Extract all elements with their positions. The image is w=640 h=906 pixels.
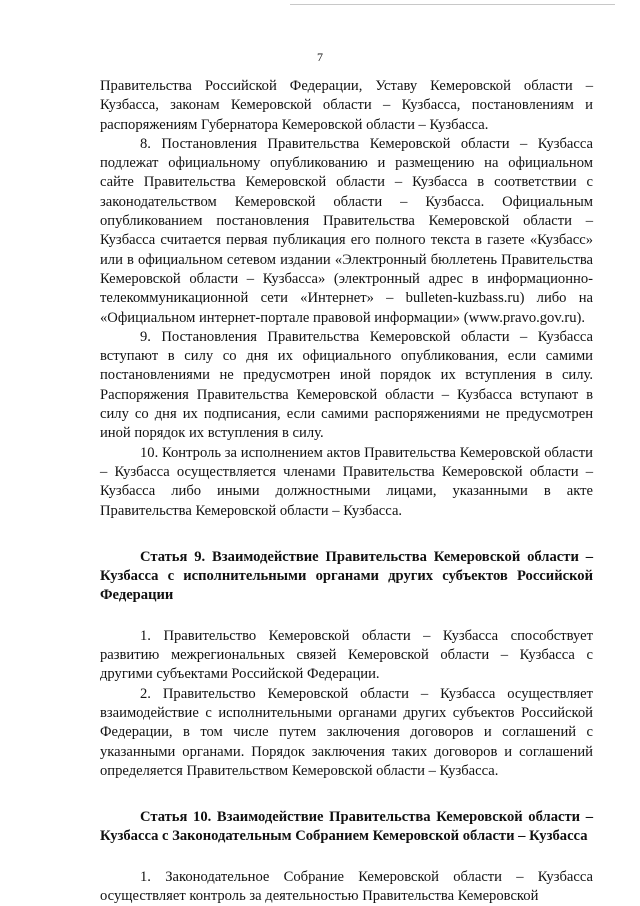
paragraph-item-8: 8. Постановления Правительства Кемеровской области – Кузбасса подлежат официальному опубликованию и размещению на официальном сайте Правительства Кемеровской области – Кузбасса в соответствии с законодательством Кемеровской области – Кузбасса. Официальным опубликованием постановления Правительства Кемеровской области – Кузбасса считается первая публикация его полного текста в газете «Кузбасс» или в официальном сетевом издании «Электронный бюллетень Правительства Кемеровской области – Кузбасса» (электронный адрес в информационно-телекоммуникационной сети «Интернет» – bulleten-kuzbass.ru) либо на «Официальном интернет-портале правовой информации» (www.pravo.gov.ru). [100,135,593,326]
article-9-item-2: 2. Правительство Кемеровской области – Кузбасса осуществляет взаимодействие с исполнительными органами других субъектов Российской Федерации, в том числе путем заключения договоров и соглашений с указанными органами. Порядок заключения таких договоров и соглашений определяется Правительством Кемеровской области – Кузбасса. [100,685,593,779]
article-9-item-1: 1. Правительство Кемеровской области – Кузбасса способствует развитию межрегиональных связей Кемеровской области – Кузбасса с другими субъектами Российской Федерации. [100,627,593,683]
article-9-heading: Статья 9. Взаимодействие Правительства Кемеровской области – Кузбасса с исполнительными органами других субъектов Российской Федерации [100,548,593,604]
article-10-item-1: 1. Законодательное Собрание Кемеровской области – Кузбасса осуществляет контроль за деятельностью Правительства Кемеровской [100,868,593,904]
paragraph-item-10: 10. Контроль за исполнением актов Правительства Кемеровской области – Кузбасса осуществляется членами Правительства Кемеровской области – Кузбасса либо иными должностными лицами, указанными в акте Правительства Кемеровской области – Кузбасса. [100,444,593,519]
page-number: 7 [317,50,323,64]
paragraph-item-9: 9. Постановления Правительства Кемеровской области – Кузбасса вступают в силу со дня их официального опубликования, если самими постановлениями не предусмотрен иной порядок их вступления в силу. Распоряжения Правительства Кемеровской области – Кузбасса вступают в силу со дня их подписания, если самими распоряжениями не предусмотрен иной порядок их вступления в силу. [100,328,593,442]
article-10-heading: Статья 10. Взаимодействие Правительства Кемеровской области – Кузбасса с Законодательным Собранием Кемеровской области – Кузбасса [100,809,593,845]
document-body [100,77,593,906]
paragraph-continuation: Правительства Российской Федерации, Уставу Кемеровской области – Кузбасса, законам Кемеровской области – Кузбасса, постановлениям и распоряжениям Губернатора Кемеровской области – Кузбасса. [100,78,593,133]
top-border-line [290,4,615,5]
